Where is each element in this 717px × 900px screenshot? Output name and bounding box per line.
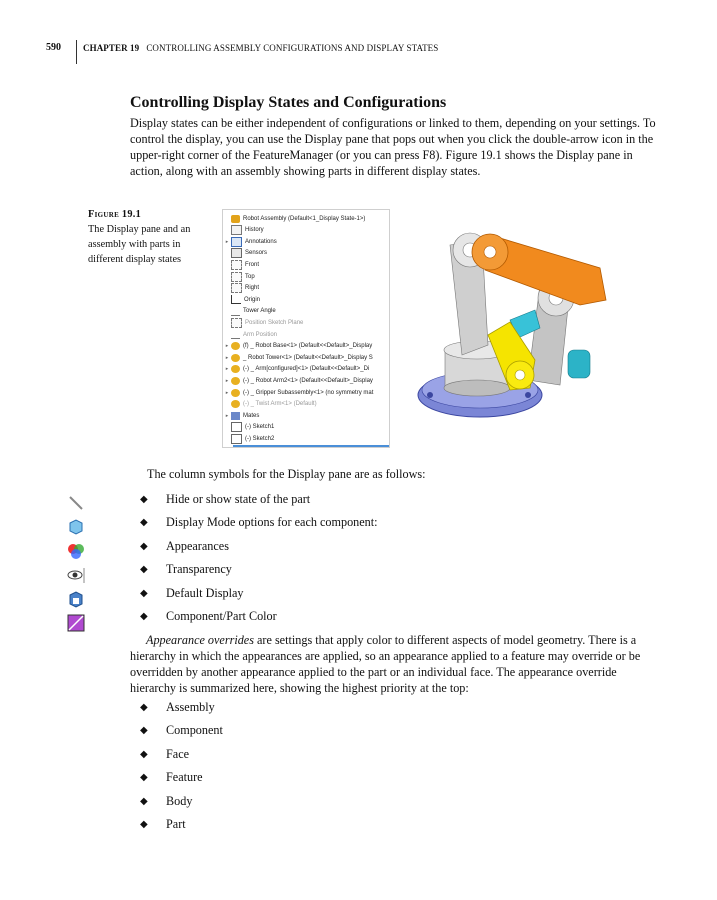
list-item-label: Transparency: [166, 562, 232, 577]
tree-item[interactable]: [223, 283, 259, 294]
tree-item-label: (-) Sketch2: [245, 435, 275, 442]
list-item: [140, 813, 223, 836]
tree-item[interactable]: [223, 364, 369, 375]
list-item: [140, 605, 378, 628]
list-item-label: Component/Part Color: [166, 608, 277, 623]
list-item: [140, 582, 378, 605]
header-divider: [76, 40, 77, 64]
tree-item[interactable]: [223, 422, 274, 433]
expand-arrow-icon[interactable]: ▸: [225, 238, 229, 245]
list-item-label: Appearances: [166, 538, 229, 553]
tree-item[interactable]: [223, 294, 260, 305]
expand-arrow-icon[interactable]: ▸: [225, 412, 229, 419]
intro-paragraph: Display states can be either independent of configurations or linked to them, depending on your settings. To control the display, you can use the Display pane that pops out when you click the double-arrow icon in the upper-right corner of the FeatureManager (or you can press F8). Figure 19.1 shows the Display pane in action, along with an assembly showing parts in different display states.: [130, 116, 656, 178]
list-item-label: Default Display: [166, 585, 244, 600]
tree-item[interactable]: [223, 352, 373, 363]
tree-item-label: (-) Sketch1: [245, 424, 275, 431]
tree-item[interactable]: [223, 213, 365, 224]
tree-item[interactable]: [223, 375, 373, 386]
tree-item-label: _ Robot Tower<1> (Default<<Default>_Display S: [243, 354, 373, 361]
figure-caption: [88, 207, 213, 267]
expand-arrow-icon[interactable]: ▸: [225, 343, 229, 350]
list-item-label: Feature: [166, 770, 203, 785]
tree-item[interactable]: [223, 433, 274, 444]
column-symbols-intro: The column symbols for the Display pane are as follows:: [147, 467, 426, 481]
list-item: [140, 488, 378, 511]
list-item-label: Display Mode options for each component:: [166, 515, 378, 530]
tree-item[interactable]: [223, 410, 259, 421]
component-color-icon: [66, 613, 86, 633]
list-item: [140, 558, 378, 581]
appearances-icon: [66, 541, 86, 561]
bullet-icon: ◆: [140, 772, 148, 784]
chapter-heading: [83, 43, 438, 53]
list-item-label: Assembly: [166, 700, 215, 714]
list-item-label: Face: [166, 746, 190, 761]
page-number: 590: [46, 42, 61, 53]
plane-icon: [231, 318, 242, 328]
tree-item-label: Origin: [244, 296, 261, 303]
display-mode-icon: [66, 517, 86, 537]
overrides-term: Appearance overrides: [146, 633, 254, 647]
list-item-label: Body: [166, 793, 193, 808]
tree-item-label: (-) _ Robot Arm2<1> (Default<<Default>_Display: [243, 377, 373, 384]
tree-item-label: Annotations: [245, 238, 277, 245]
tree-item-label: Tower Angle: [243, 308, 276, 315]
tree-item[interactable]: [223, 399, 317, 410]
chapter-title: CONTROLLING ASSEMBLY CONFIGURATIONS AND DISPLAY STATES: [146, 43, 439, 53]
tree-item-label: Right: [245, 285, 260, 292]
figure-caption-text: The Display pane and an assembly with parts in different display states: [88, 224, 191, 265]
sketch-icon: [231, 434, 242, 444]
tree-item-label: Robot Assembly (Default<1_Display State-1>): [243, 215, 366, 222]
list-item: [140, 696, 223, 719]
part-icon: [231, 377, 240, 385]
plane-icon: [231, 272, 242, 282]
annotations-icon: [231, 237, 242, 247]
tree-item[interactable]: [223, 271, 255, 282]
bullet-icon: ◆: [140, 540, 148, 552]
tree-item[interactable]: [223, 317, 303, 328]
origin-icon: [231, 295, 241, 304]
list-item: [140, 766, 223, 789]
tree-item-label: (-) _ Gripper Subassembly<1> (no symmetry mat: [243, 389, 374, 396]
tree-item-label: Mates: [243, 412, 260, 419]
bullet-icon: ◆: [140, 494, 148, 505]
list-item: [140, 743, 223, 766]
expand-arrow-icon[interactable]: ▸: [225, 366, 229, 373]
bullet-icon: ◆: [140, 748, 148, 760]
figure-number: Figure 19.1: [88, 209, 142, 220]
angle-icon: [231, 330, 240, 339]
sketch-icon: [231, 422, 242, 432]
part-icon: [231, 365, 240, 373]
list-item-label: Hide or show state of the part: [166, 492, 311, 506]
overrides-paragraph: [130, 632, 660, 696]
bullet-icon: ◆: [140, 517, 148, 529]
assembly-icon: [231, 215, 240, 223]
tree-item[interactable]: [223, 329, 277, 340]
expand-arrow-icon[interactable]: ▸: [225, 377, 229, 384]
column-symbols-list: [140, 488, 378, 628]
part-icon: [231, 342, 240, 350]
bullet-icon: ◆: [140, 702, 148, 713]
tree-item-label: Top: [245, 273, 255, 280]
tree-item-label: (f) _ Robot Base<1> (Default<<Default>_Display: [243, 343, 373, 350]
bullet-icon: ◆: [140, 564, 148, 576]
override-hierarchy-list: [140, 696, 223, 836]
tree-item-label: (-) _ Twist Arm<1> (Default): [243, 401, 317, 408]
sensors-icon: [231, 248, 242, 258]
tree-item-label: (-) _ Arm[configured]<1> (Default<<Default>_Di: [243, 366, 370, 373]
tree-item[interactable]: [223, 225, 264, 236]
part-icon: [231, 389, 240, 397]
featuremanager-tree: [222, 209, 390, 448]
list-item: [140, 535, 378, 558]
chapter-label: CHAPTER 19: [83, 43, 140, 53]
history-icon: [231, 225, 242, 235]
expand-arrow-icon[interactable]: ▸: [225, 354, 229, 361]
list-item-label: Component: [166, 723, 223, 738]
tree-item-label: Position Sketch Plane: [245, 319, 304, 326]
robot-assembly-image: [410, 210, 620, 422]
section-title: Controlling Display States and Configurations: [130, 94, 447, 111]
mates-icon: [231, 412, 240, 420]
part-icon: [231, 354, 240, 362]
default-display-icon: [66, 589, 86, 609]
part-icon: [231, 400, 240, 408]
list-item: [140, 511, 378, 534]
hide-show-icon: [66, 493, 86, 513]
transparency-icon: [66, 565, 86, 585]
bullet-icon: ◆: [140, 610, 148, 622]
tree-item[interactable]: [223, 236, 277, 247]
overrides-text: are settings that apply color to different aspects of model geometry. There is a hierarchy in which the appearances are applied, so an appearance applied to a feature may override or be overridden by another appearance applied to the part or an individual face. The appearance override hierarchy is summarized here, showing the highest priority at the top:: [130, 633, 641, 695]
plane-icon: [231, 260, 242, 270]
tree-item[interactable]: [223, 259, 259, 270]
list-item-label: Part: [166, 816, 186, 831]
bullet-icon: ◆: [140, 818, 148, 830]
angle-icon: [231, 307, 240, 316]
tree-item[interactable]: [223, 306, 276, 317]
tree-item-label: Sensors: [245, 250, 268, 257]
tree-item[interactable]: [223, 387, 373, 398]
list-item: [140, 790, 223, 813]
expand-arrow-icon[interactable]: ▸: [225, 389, 229, 396]
bullet-icon: ◆: [140, 725, 148, 737]
tree-item-label: History: [245, 227, 264, 234]
tree-item[interactable]: [223, 341, 372, 352]
bullet-icon: ◆: [140, 795, 148, 807]
tree-item-label: Front: [245, 261, 260, 268]
tree-item-label: Arm Position: [243, 331, 278, 338]
plane-icon: [231, 283, 242, 293]
horizontal-scrollbar[interactable]: [233, 445, 389, 447]
list-item: [140, 719, 223, 742]
tree-item[interactable]: [223, 248, 267, 259]
bullet-icon: ◆: [140, 587, 148, 599]
